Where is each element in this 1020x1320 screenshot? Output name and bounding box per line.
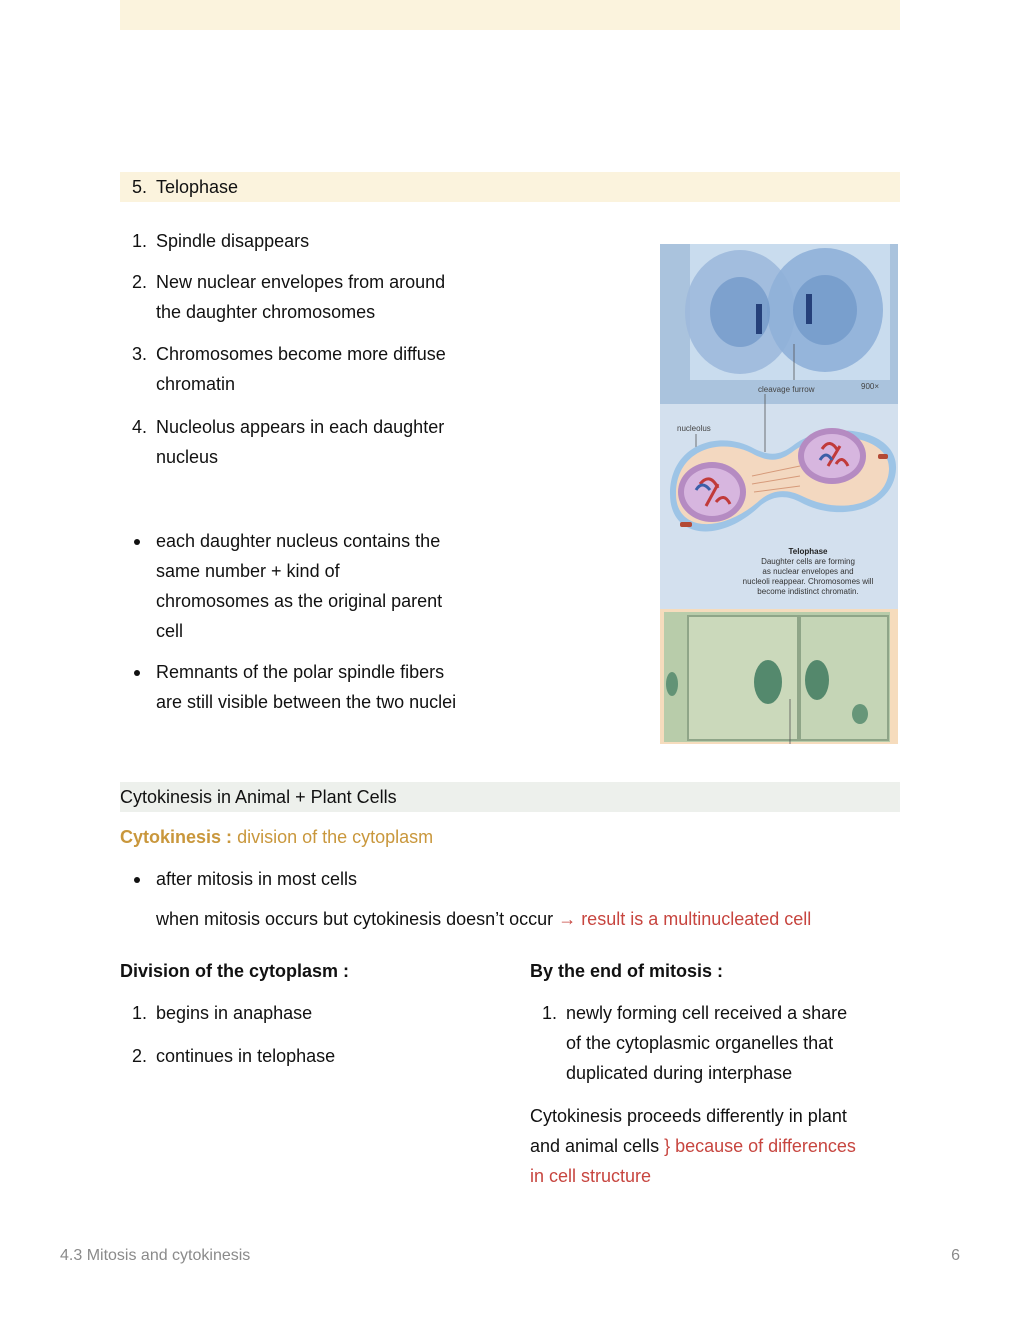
bullet-text: are still visible between the two nuclei <box>156 692 457 712</box>
figure-caption-line: as nuclear envelopes and <box>762 567 854 576</box>
cytokinesis-bullet: after mitosis in most cells <box>156 869 358 889</box>
bullet-text: same number + kind of <box>156 561 340 581</box>
step-text: Nucleolus appears in each daughter <box>156 417 445 437</box>
figure-label-magnification: 900× <box>861 382 880 391</box>
cytokinesis-term: Cytokinesis : <box>120 827 233 847</box>
division-item-text: continues in telophase <box>156 1046 336 1066</box>
telophase-heading: Telophase <box>156 177 239 197</box>
division-item-text: begins in anaphase <box>156 1003 313 1023</box>
step-text: Spindle disappears <box>156 231 310 251</box>
telophase-number: 5. <box>131 177 147 197</box>
footer-title: 4.3 Mitosis and cytokinesis <box>60 1247 251 1264</box>
division-title: Division of the cytoplasm : <box>120 961 350 981</box>
step-text: chromatin <box>156 374 236 394</box>
end-item-text: duplicated during interphase <box>566 1063 793 1083</box>
step-text: the daughter chromosomes <box>156 302 376 322</box>
end-of-mitosis-title: By the end of mitosis : <box>530 961 724 981</box>
figure-label-nucleolus: nucleolus <box>677 424 711 433</box>
bullet-dot <box>134 877 140 883</box>
cytokinesis-note-text: when mitosis occurs but cytokinesis doesn’t occur <box>156 909 554 929</box>
telophase-heading-bar <box>120 0 900 30</box>
figure-caption-line: nucleoli reappear. Chromosomes will <box>742 577 874 586</box>
end-item-number: 1. <box>541 1003 557 1023</box>
bullet-dot <box>134 539 140 545</box>
step-text: nucleus <box>156 447 219 467</box>
step-text: New nuclear envelopes from around <box>156 272 446 292</box>
figure-caption-line: Daughter cells are forming <box>761 557 855 566</box>
bullet-text: cell <box>156 621 184 641</box>
cytokinesis-note-result: → result is a multinucleated cell <box>558 909 812 929</box>
division-item-number: 2. <box>131 1046 147 1066</box>
bullet-text: Remnants of the polar spindle fibers <box>156 662 445 682</box>
step-number: 4. <box>131 417 147 437</box>
step-number: 3. <box>131 344 147 364</box>
figure-label-cleavage: cleavage furrow <box>758 385 815 394</box>
step-number: 2. <box>131 272 147 292</box>
cytokinesis-definition <box>120 822 433 852</box>
end-item-text: newly forming cell received a share <box>566 1003 848 1023</box>
cytokinesis-paragraph-line <box>530 1131 856 1161</box>
cytokinesis-paragraph-text: and animal cells <box>530 1136 660 1156</box>
division-item-number: 1. <box>131 1003 147 1023</box>
cytokinesis-paragraph-note: } because of differences <box>664 1136 856 1156</box>
bullet-text: each daughter nucleus contains the <box>156 531 441 551</box>
cytokinesis-paragraph-note: in cell structure <box>530 1166 652 1186</box>
figure-caption-title: Telophase <box>788 547 828 556</box>
figure-caption-line: become indistinct chromatin. <box>757 587 859 596</box>
step-number: 1. <box>131 231 147 251</box>
telophase-figure <box>660 244 898 744</box>
cytokinesis-paragraph-line: Cytokinesis proceeds differently in plant <box>530 1106 847 1126</box>
page-number: 6 <box>951 1247 960 1264</box>
cytokinesis-heading: Cytokinesis in Animal + Plant Cells <box>120 787 397 807</box>
cytokinesis-definition-text: division of the cytoplasm <box>237 827 434 847</box>
bullet-text: chromosomes as the original parent <box>156 591 443 611</box>
step-text: Chromosomes become more diffuse <box>156 344 446 364</box>
cytokinesis-note <box>156 904 811 934</box>
end-item-text: of the cytoplasmic organelles that <box>566 1033 834 1053</box>
bullet-dot <box>134 670 140 676</box>
